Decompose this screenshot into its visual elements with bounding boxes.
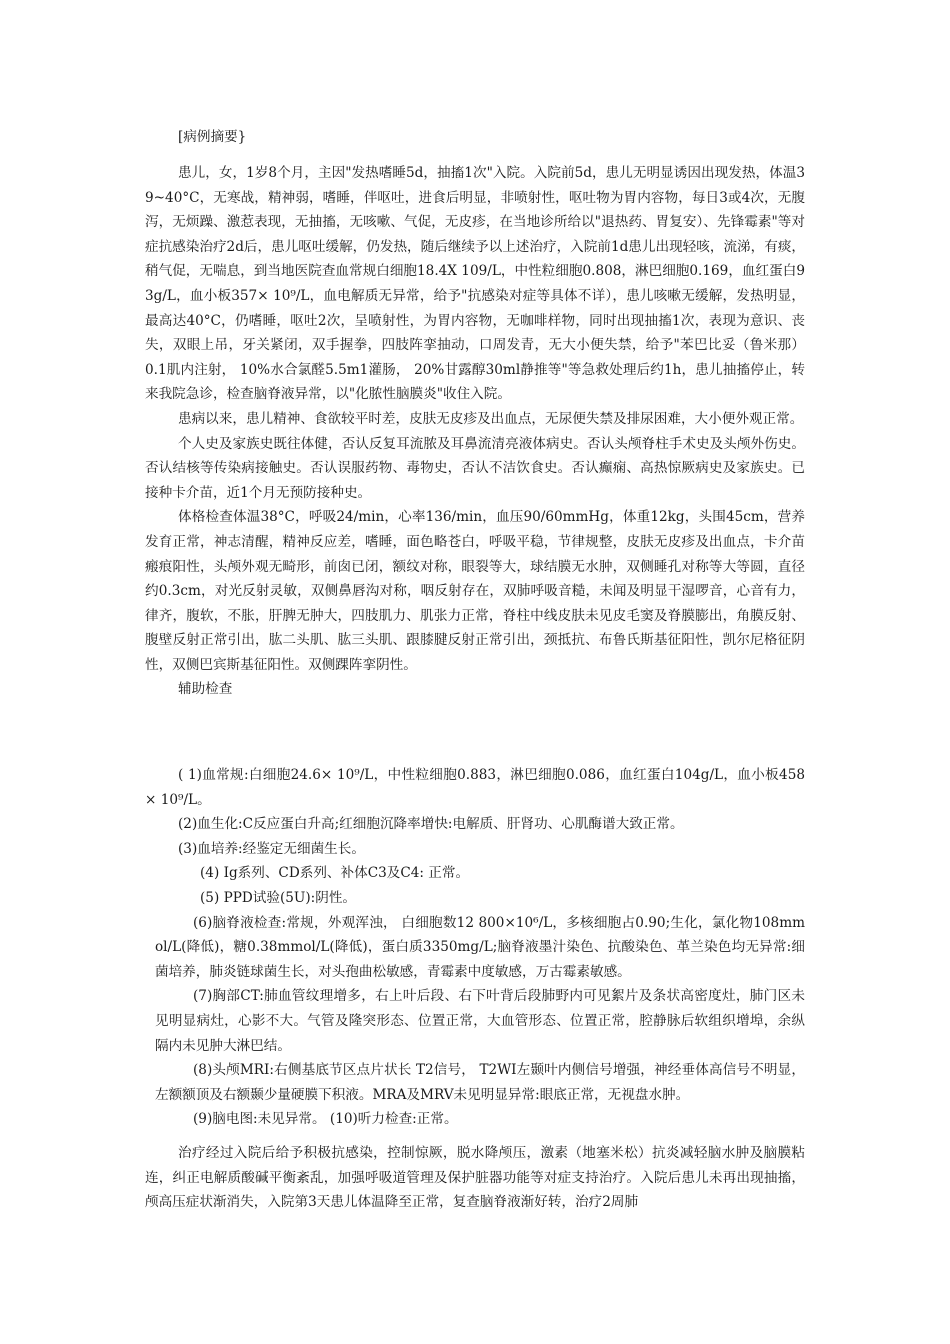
physical-exam-paragraph: 体格检查体温38°C，呼吸24/min，心率136/min，血压90/60mmHg，体重12kg，头围45cm，营养发育正常，神志清醒，精神反应差，嗜睡，面色略苍白，呼吸平稳，节律规整，皮肤无皮疹及出血点，卡介苗瘢痕阳性，头颅外观无畸形，前囱已闭，额纹对称，眼裂等大，球结膜无水肿，双侧睡孔对称等大等圆，直径约0.3cm，对光反射灵敏，双侧鼻唇沟对称，咽反射存在，双肺呼吸音糙，未闻及明显干湿啰音，心音有力，律齐，腹软，不胀，肝脾无肿大，四肢肌力、肌张力正常，脊柱中线皮肤未见皮毛窦及脊膜膨出，角膜反射、腹壁反射正常引出，肱二头肌、肱三头肌、跟膝腱反射正常引出，颈抵抗、布鲁氏斯基征阳性，凯尔尼格征阴性，双侧巴宾斯基征阳性。双侧踝阵挛阴性。: [145, 509, 805, 673]
lab-item-ppd: (5) PPD试验(5U):阴性。: [200, 889, 357, 906]
since-onset-paragraph: 患病以来，患儿精神、食欲较平时差，皮肤无皮疹及出血点，无尿便失禁及排尿困难，大小便外观正常。: [178, 410, 804, 427]
history-paragraph: 患儿，女，1岁8个月，主因"发热嗜睡5d，抽搐1次"入院。入院前5d，患儿无明显诱因出现发热，体温39~40°C，无寒战，精神弱，嗜睡，伴呕吐，进食后明显，非喷射性，呕吐物为胃内容物，每日3或4次，无腹泻，无烦躁、激惹表现，无抽搐，无咳嗽、气促，无皮疹，在当地诊所给以"退热药、胃复安）、先锋霉素"等对症抗感染治疗2d后，患儿呕吐缓解，仍发热，随后继续予以上述治疗，入院前1d患儿出现轻咳，流涕，有痰，稍气促，无喘息，到当地医院查血常规白细胞18.4X 109/L，中性粒细胞0.808，淋巴细胞0.169，血红蛋白93g/L，血小板357× 10⁹/L，血电解质无异常，给予"抗感染对症等具体不详），患儿咳嗽无缓解，发热明显，最高达40°C，仍嗜睡，呕吐2次，呈喷射性，为胃内容物，无咖啡样物，同时出现抽搐1次，表现为意识、丧失，双眼上吊，牙关紧闭，双手握拳，四肢阵挛抽动，口周发青，无大小便失禁，给予"苯巴比妥（鲁米那） 0.1肌内注射， 10%水合氯醛5.5m1灌肠， 20%甘露醇30ml静推等"等急救处理后约1h，患儿抽搐停止，转来我院急诊，检查脑脊液异常，以"化脓性脑膜炎"收住入院。: [145, 165, 806, 403]
lab-item-eeg-hearing: (9)脑电图:未见异常。 (10)听力检查:正常。: [193, 1111, 458, 1128]
lab-item-immunology: (4) Ig系列、CD系列、补体C3及C4: 正常。: [200, 865, 470, 882]
auxiliary-exam-title: 辅助检查: [178, 681, 233, 698]
lab-item-blood-routine: ( 1)血常规:白细胞24.6× 10⁹/L，中性粒细胞0.883，淋巴细胞0.086，血红蛋白104g/L，血小板458× 10⁹/L。: [145, 767, 805, 808]
treatment-section: [145, 1141, 805, 1215]
lab-item-chest-ct: (7)胸部CT:肺血管纹理增多，右上叶后段、右下叶背后段肺野内可见絮片及条状高密度灶，肺门区未见明显病灶，心影不大。气管及隆突形态、位置正常，大血管形态、位置正常，腔静脉后软组织增埠，余纵隔内未见肿大淋巴结。: [155, 988, 805, 1054]
case-narrative: [145, 161, 805, 702]
lab-results: [145, 763, 805, 1132]
lab-item-csf: (6)脑脊液检查:常规，外观浑浊， 白细胞数12 800×10⁶/L，多核细胞占0.90;生化，氯化物108mmol/L(降低)，糖0.38mmol/L(降低)，蛋白质3350mg/L;脑脊液墨汁染色、抗酸染色、革兰染色均无异常:细菌培养，肺炎链球菌生长，对头孢曲松敏感，青霉素中度敏感，万古霉素敏感。: [155, 914, 805, 980]
lab-item-head-mri: (8)头颅MRI:右侧基底节区点片状长 T2信号， T2WI左颞叶内侧信号增强，神经垂体高信号不明显，左额额顶及右额颞少量硬膜下积液。MRA及MRV未见明显异常:眼底正常，无视盘水肿。: [155, 1062, 805, 1103]
lab-item-blood-culture: (3)血培养:经鉴定无细菌生长。: [178, 840, 365, 857]
personal-history-paragraph: 个人史及家族史既往体健，否认反复耳流脓及耳鼻流清亮液体病史。否认头颅脊柱手术史及头颅外伤史。否认结核等传染病接触史。否认误服药物、毒物史，否认不洁饮食史。否认癫痫、高热惊厥病史及家族史。已接种卡介苗，近1个月无预防接种史。: [145, 435, 805, 501]
lab-item-biochemistry: (2)血生化:C反应蛋白升高;红细胞沉降率增快:电解质、肝肾功、心肌酶谱大致正常。: [178, 816, 684, 833]
treatment-paragraph: 治疗经过入院后给予积极抗感染，控制惊厥，脱水降颅压，激素（地塞米松）抗炎减轻脑水肿及脑膜粘连，纠正电解质酸碱平衡紊乱，加强呼吸道管理及保护脏器功能等对症支持治疗。入院后患儿未再出现抽搐，颅高压症状渐消失，入院第3天患儿体温降至正常，复查脑脊液渐好转，治疗2周肺: [145, 1145, 805, 1211]
section-heading: [病例摘要}: [178, 129, 247, 145]
